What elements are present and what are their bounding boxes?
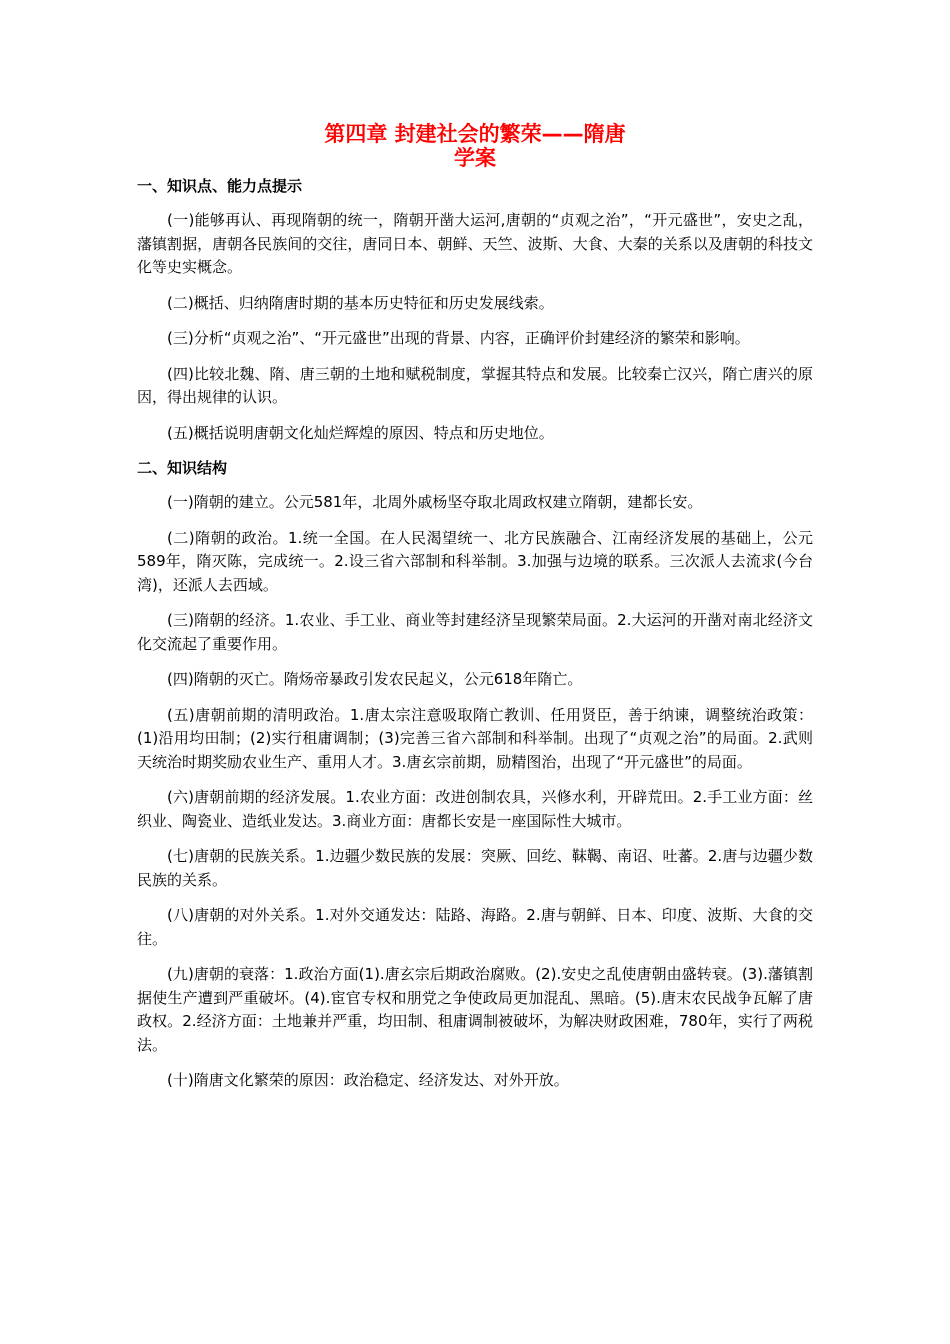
paragraph: (九)唐朝的衰落：1.政治方面(1).唐玄宗后期政治腐败。(2).安史之乱使唐朝由盛转衰。(3).藩镇割据使生产遭到严重破坏。(4).宦官专权和朋党之争使政局更加混乱、黑暗。(5).唐末农民战争瓦解了唐政权。2.经济方面：土地兼并严重，均田制、租庸调制被破坏，为解决财政困难，780年，实行了两税法。 [137, 965, 813, 1054]
paragraph: (四)隋朝的灭亡。隋炀帝暴政引发农民起义，公元618年隋亡。 [167, 670, 583, 688]
paragraph: (二)隋朝的政治。1.统一全国。在人民渴望统一、北方民族融合、江南经济发展的基础上，公元589年，隋灭陈，完成统一。2.设三省六部制和科举制。3.加强与边境的联系。三次派人去流求(今台湾)，还派人去西域。 [137, 528, 813, 594]
paragraph: (六)唐朝前期的经济发展。1.农业方面：改进创制农具，兴修水利，开辟荒田。2.手工业方面：丝织业、陶瓷业、造纸业发达。3.商业方面：唐都长安是一座国际性大城市。 [137, 788, 813, 830]
paragraph: (十)隋唐文化繁荣的原因：政治稳定、经济发达、对外开放。 [167, 1071, 569, 1089]
paragraph: (五)唐朝前期的清明政治。1.唐太宗注意吸取隋亡教训、任用贤臣，善于纳谏，调整统治政策：(1)沿用均田制；(2)实行租庸调制；(3)完善三省六部制和科举制。出现了“贞观之治”的局面。2.武则天统治时期奖励农业生产、重用人才。3.唐玄宗前期，励精图治，出现了“开元盛世”的局面。 [137, 705, 813, 771]
section-heading: 一、知识点、能力点提示 [137, 177, 303, 195]
paragraph: (五)概括说明唐朝文化灿烂辉煌的原因、特点和历史地位。 [167, 423, 554, 442]
paragraph: (三)隋朝的经济。1.农业、手工业、商业等封建经济呈现繁荣局面。2.大运河的开凿对南北经济文化交流起了重要作用。 [137, 611, 813, 653]
paragraph: (八)唐朝的对外关系。1.对外交通发达：陆路、海路。2.唐与朝鲜、日本、印度、波斯、大食的交往。 [137, 906, 813, 948]
section-heading: 二、知识结构 [137, 459, 228, 477]
paragraph: (四)比较北魏、隋、唐三朝的土地和赋税制度，掌握其特点和发展。比较秦亡汉兴，隋亡唐兴的原因，得出规律的认识。 [137, 364, 813, 406]
paragraph: (三)分析“贞观之治”、“开元盛世”出现的背景、内容，正确评价封建经济的繁荣和影响。 [167, 329, 750, 347]
paragraph: (一)隋朝的建立。公元581年，北周外戚杨坚夺取北周政权建立隋朝，建都长安。 [167, 493, 703, 511]
section-knowledge-points [137, 175, 813, 445]
paragraph: (二)概括、归纳隋唐时期的基本历史特征和历史发展线索。 [167, 293, 554, 312]
paragraph: (七)唐朝的民族关系。1.边疆少数民族的发展：突厥、回纥、靺鞨、南诏、吐蕃。2.唐与边疆少数民族的关系。 [137, 847, 813, 889]
document-content [137, 122, 813, 1105]
paragraph: (一)能够再认、再现隋朝的统一，隋朝开凿大运河,唐朝的“贞观之治”，“开元盛世”，安史之乱，藩镇割据，唐朝各民族间的交往，唐同日本、朝鲜、天竺、波斯、大食、大秦的关系以及唐朝的科技文化等史实概念。 [137, 211, 813, 276]
document-title: 第四章 封建社会的繁荣——隋唐 [324, 122, 626, 146]
section-knowledge-structure [137, 457, 813, 1093]
document-subtitle: 学案 [454, 146, 496, 170]
